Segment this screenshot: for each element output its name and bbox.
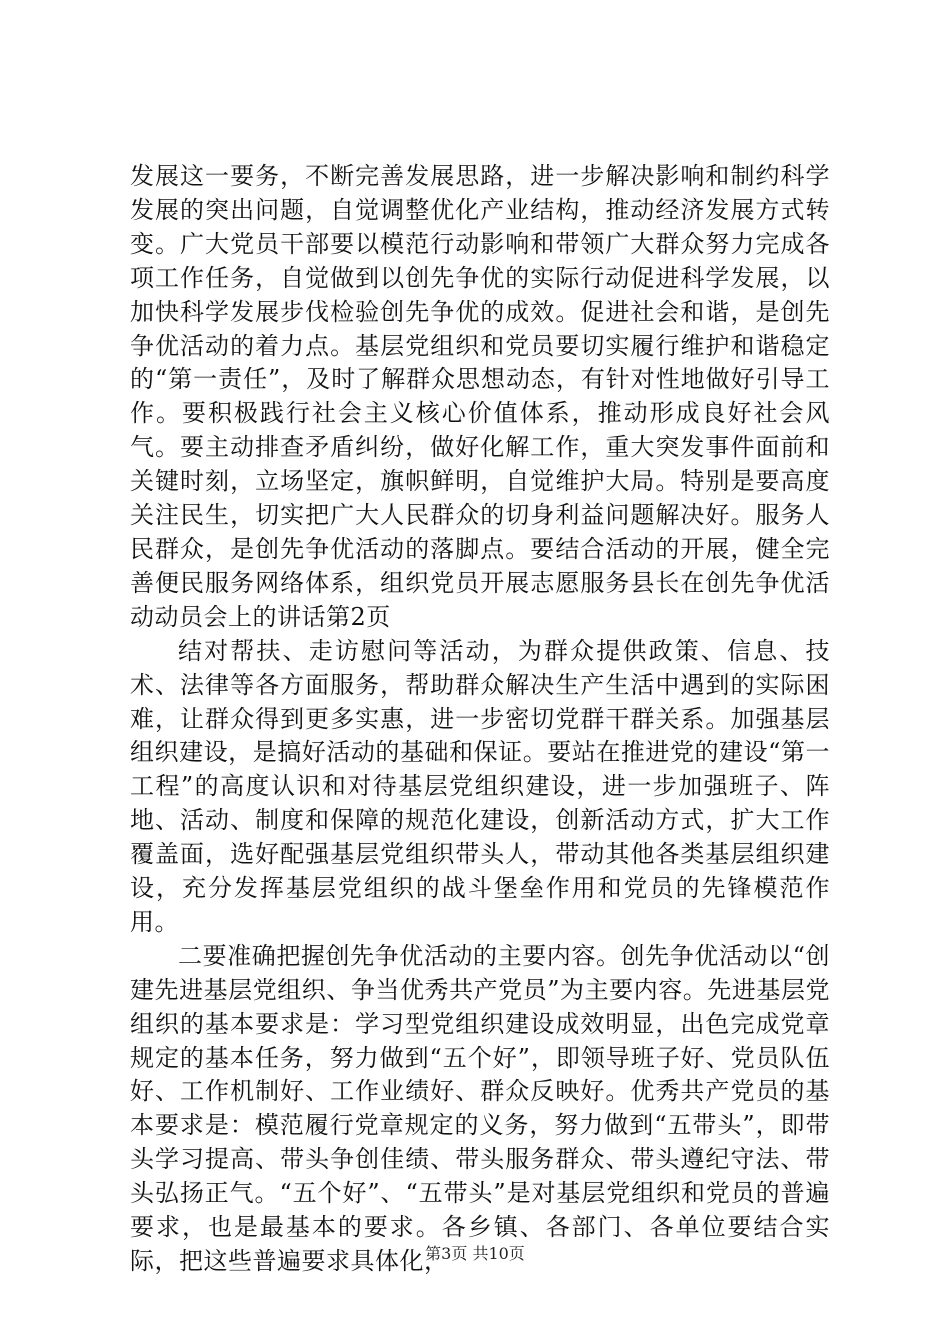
paragraph-2: 结对帮扶、走访慰问等活动，为群众提供政策、信息、技术、法律等各方面服务，帮助群众解决生产生活中遇到的实际困难，让群众得到更多实惠，进一步密切党群干群关系。加强基层组织建设，是搞好活动的基础和保证。要站在推进党的建设“第一工程”的高度认识和对待基层党组织建设，进一步加强班子、阵地、活动、制度和保障的规范化建设，创新活动方式，扩大工作覆盖面，选好配强基层党组织带头人，带动其他各类基层组织建设，充分发挥基层党组织的战斗堡垒作用和党员的先锋模范作用。 xyxy=(130,636,830,936)
page-footer xyxy=(0,1244,950,1264)
page-number-label: 第3页 共10页 xyxy=(425,1244,525,1263)
paragraph-1: 发展这一要务，不断完善发展思路，进一步解决影响和制约科学发展的突出问题，自觉调整优化产业结构，推动经济发展方式转变。广大党员干部要以模范行动影响和带领广大群众努力完成各项工作任务，自觉做到以创先争优的实际行动促进科学发展，以加快科学发展步伐检验创先争优的成效。促进社会和谐，是创先争优活动的着力点。基层党组织和党员要切实履行维护和谐稳定的“第一责任”，及时了解群众思想动态，有针对性地做好引导工作。要积极践行社会主义核心价值体系，推动形成良好社会风气。要主动排查矛盾纠纷，做好化解工作，重大突发事件面前和关键时刻，立场坚定，旗帜鲜明，自觉维护大局。特别是要高度关注民生，切实把广大人民群众的切身利益问题解决好。服务人民群众，是创先争优活动的落脚点。要结合活动的开展，健全完善便民服务网络体系，组织党员开展志愿服务县长在创先争优活动动员会上的讲话第2页 xyxy=(130,162,830,631)
paragraph-3: 二要准确把握创先争优活动的主要内容。创先争优活动以“创建先进基层党组织、争当优秀共产党员”为主要内容。先进基层党组织的基本要求是：学习型党组织建设成效明显，出色完成党章规定的基本任务，努力做到“五个好”，即领导班子好、党员队伍好、工作机制好、工作业绩好、群众反映好。优秀共产党员的基本要求是：模范履行党章规定的义务，努力做到“五带头”，即带头学习提高、带头争创佳绩、带头服务群众、带头遵纪守法、带头弘扬正气。“五个好”、“五带头”是对基层党组织和党员的普遍要求，也是最基本的要求。各乡镇、各部门、各单位要结合实际，把这些普遍要求具体化， xyxy=(130,941,830,1275)
document-body xyxy=(130,160,830,1279)
